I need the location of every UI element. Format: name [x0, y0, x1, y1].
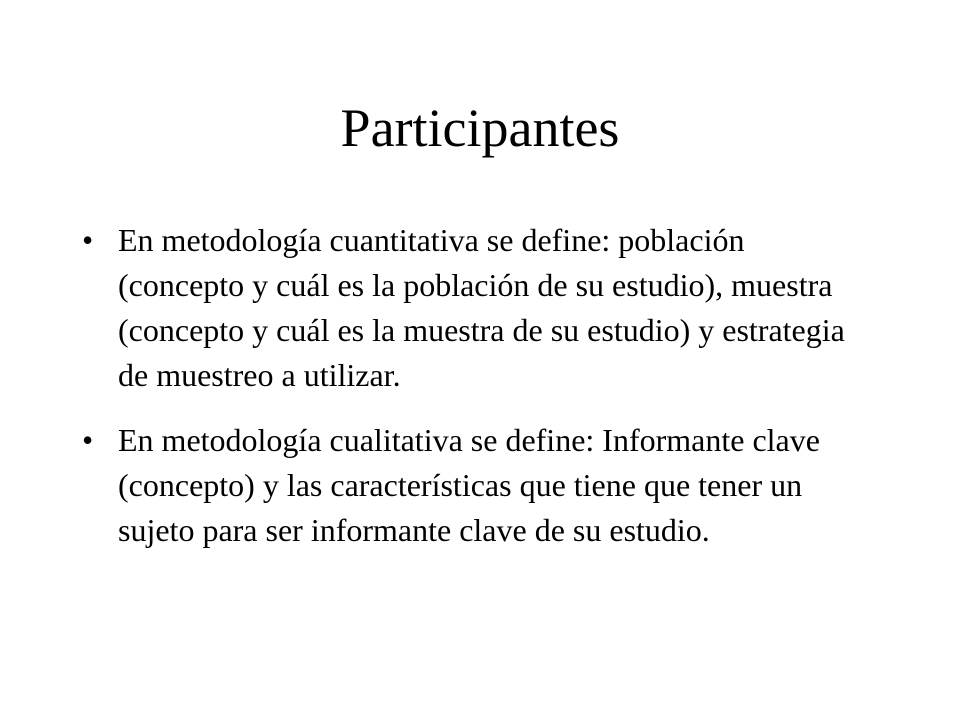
bullet-item	[78, 218, 858, 398]
bullet-text: En metodología cualitativa se define: Informante clave (concepto) y las características que tiene que tener un sujeto para ser informante clave de su estudio.	[118, 422, 820, 548]
bullet-item	[78, 418, 858, 553]
bullet-marker: •	[82, 422, 94, 458]
bullet-text: En metodología cuantitativa se define: población (concepto y cuál es la población de su estudio), muestra (concepto y cuál es la muestra de su estudio) y estrategia de muestreo a utilizar.	[118, 222, 845, 393]
bullet-list	[78, 218, 858, 573]
bullet-marker: •	[82, 222, 94, 258]
slide-title: Participantes	[340, 98, 620, 158]
